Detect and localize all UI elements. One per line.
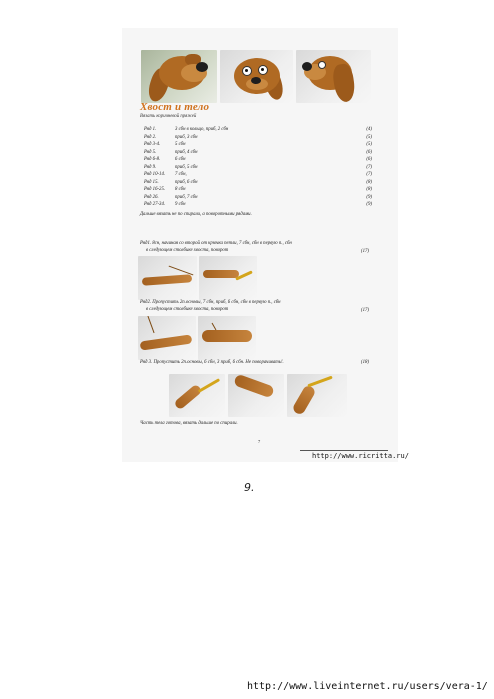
pattern-row xyxy=(140,164,372,172)
pattern-row xyxy=(140,179,372,187)
row-stitch-count: (8) xyxy=(366,179,372,185)
row-stitch-count: (7) xyxy=(366,164,372,170)
note-after-rows: Дальше вязать не по спирали, а поворотными рядами. xyxy=(140,212,252,217)
row-label: Ряд 27-34. xyxy=(144,202,166,208)
inner-url-text: http://www.ricritta.ru/ xyxy=(312,452,409,460)
photo-step1-a xyxy=(138,256,197,300)
row-instructions: 3 сбн в кольцо, приб, 2 сбн xyxy=(175,127,229,132)
section-subtitle: Вязать коричневой пряжей xyxy=(140,114,197,119)
photo-step3-a xyxy=(169,374,225,417)
row-label: Ряд 16-25. xyxy=(144,187,166,193)
footer-link[interactable]: http://www.liveinternet.ru/users/vera-1/ xyxy=(247,681,488,692)
step2-count: (17) xyxy=(361,308,369,313)
step1-line2: в следующем столбике хвоста, поворот xyxy=(146,248,229,253)
row-stitch-count: (5) xyxy=(366,142,372,148)
row-instructions: приб, 5 сбн xyxy=(175,164,198,170)
photo-dog-head-2 xyxy=(220,50,293,103)
row-stitch-count: (5) xyxy=(366,134,372,140)
photo-step3-c xyxy=(287,374,347,417)
step3-text: Ряд 3. Пропустить 2п.основы, 6 сбн, 3 приб, 6 сбн. Не поворачивать!. xyxy=(140,360,284,365)
step1-line1: Ряд1. 8сн, начиная со второй от крючка петли, 7 сбн, сбн в первую п., сбн xyxy=(140,241,292,246)
row-stitch-count: (9) xyxy=(366,202,372,208)
row-label: Ряд 3-4. xyxy=(144,142,161,148)
pattern-row xyxy=(140,201,372,209)
photo-dog-head-3 xyxy=(296,50,371,103)
pattern-row xyxy=(140,149,372,157)
row-instructions: 5 сбн xyxy=(175,142,186,148)
photo-step3-b xyxy=(228,374,284,417)
row-stitch-count: (9) xyxy=(366,194,372,200)
row-instructions: 9 сбн xyxy=(175,202,186,208)
closing-note: Часть тела готова, вязать дальше по спирали. xyxy=(140,421,238,426)
row-instructions: 6 сбн xyxy=(175,157,186,163)
step2-line2: в следующем столбике хвоста, поворот xyxy=(146,307,229,312)
pattern-row xyxy=(140,134,372,142)
photo-step1-b xyxy=(199,256,257,300)
row-instructions: 7 сбн, xyxy=(175,172,187,178)
row-label: Ряд 9. xyxy=(144,164,157,170)
section-title: Хвост и тело xyxy=(140,101,210,113)
row-instructions: приб, 3 сбн xyxy=(175,134,198,140)
row-instructions: приб, 6 сбн xyxy=(175,179,198,185)
pattern-row xyxy=(140,171,372,179)
row-label: Ряд 1. xyxy=(144,127,157,132)
row-stitch-count: (6) xyxy=(366,149,372,155)
pattern-row xyxy=(140,194,372,202)
pattern-row xyxy=(140,156,372,164)
pattern-row xyxy=(140,186,372,194)
pattern-row xyxy=(140,141,372,149)
rows-list xyxy=(140,126,372,209)
row-instructions: приб, 4 сбн xyxy=(175,149,198,155)
step1-count: (17) xyxy=(361,249,369,254)
page-number: 9. xyxy=(244,481,255,494)
row-label: Ряд 15. xyxy=(144,179,159,185)
pattern-row xyxy=(140,126,372,134)
row-stitch-count: (8) xyxy=(366,187,372,193)
inner-page-number: 7 xyxy=(258,439,261,444)
row-stitch-count: (4) xyxy=(366,127,372,132)
row-stitch-count: (7) xyxy=(366,172,372,178)
step2-line1: Ряд2. Пропустить 2п.основы, 7 сбн, приб, 6 сбн, сбн в первую п., сбн xyxy=(140,300,281,305)
inner-site-link[interactable] xyxy=(312,452,409,460)
row-label: Ряд 2. xyxy=(144,134,157,140)
row-label: Ряд 5. xyxy=(144,149,157,155)
row-label: Ряд 10-14. xyxy=(144,172,166,178)
row-label: Ряд 6-8. xyxy=(144,157,161,163)
row-instructions: приб, 7 сбн xyxy=(175,194,198,200)
photo-dog-head-1 xyxy=(141,50,217,103)
row-label: Ряд 26. xyxy=(144,194,159,200)
row-instructions: 8 сбн xyxy=(175,187,186,193)
photo-step2-a xyxy=(138,316,196,360)
row-stitch-count: (6) xyxy=(366,157,372,163)
step3-count: (18) xyxy=(361,360,369,365)
photo-step2-b xyxy=(198,316,256,360)
